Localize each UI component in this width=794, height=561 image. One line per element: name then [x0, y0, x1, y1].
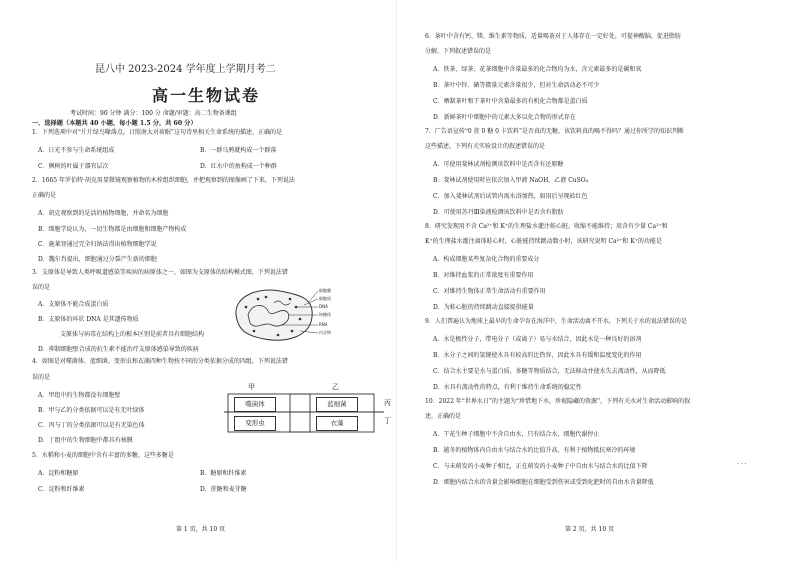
question-3-option-b: B．支原体的环状 DNA 是其遗传物质 — [38, 316, 139, 323]
question-2-option-d: D．魏尔肖提出，细胞通过分裂产生新的细胞 — [38, 256, 157, 263]
group-jia-label: 甲 — [248, 383, 255, 391]
question-9-option-c: C．结合水主要是水与蛋白质、多糖等物质结合，无法移动并使水失去流动性，从而降低 — [433, 368, 666, 375]
question-3-option-a: A．支原体不能合成蛋白质 — [38, 301, 109, 308]
page-2 — [397, 0, 794, 561]
page-number: 第 1 页，共 10 页 — [176, 526, 226, 533]
label-cytoplasm: 细胞质 — [319, 296, 331, 301]
question-6-option-b: B．茶叶中锌、硒等微量元素含量很少，但对生命活动必不可少 — [433, 82, 600, 89]
group-ding-label: 丁 — [384, 417, 391, 425]
question-2-option-b: B．细胞学说认为，一切生物都是由细胞和细胞产物构成 — [38, 226, 187, 233]
question-1-option-a: A．日光不参与生命系统组成 — [38, 147, 115, 154]
exam-school-title: 昆八中 2023-2024 学年度上学期月考二 — [95, 64, 276, 75]
question-7-option-b: B．斐林试剂使用时应依次加入甲液 NaOH、乙液 CuSO₄ — [433, 177, 589, 184]
question-2-line-2: 正确的是 — [32, 192, 57, 199]
question-9-option-b: B．水分子之间的氢键使水具有较高的比热容，因此水具有缓和温度变化的作用 — [433, 352, 642, 359]
label-cell-membrane: 细胞膜 — [319, 288, 331, 293]
question-2-option-a: A．胡克观察到的是活的植物细胞，并命名为细胞 — [38, 210, 169, 217]
question-1: 1．下列选项中对“片片绿鸟喙落点，日照南大对荷眠”这句诗里相关生命系统的描述，正确的是 — [32, 129, 282, 136]
question-9-option-a: A．水是极性分子，带电分子（或离子）易与水结合，因此水是一种良好的溶剂 — [433, 336, 642, 343]
question-3-line-1: 3．支原体是导致人类呼吸道感染等疾病的病原体之一，如图为支原体的结构模式图，下列说法错 — [32, 269, 288, 276]
label-dna: DNA — [319, 304, 328, 309]
label-rna: RNA — [319, 322, 328, 327]
question-8-option-c: C．对维持生物体正常生命活动有重要作用 — [433, 288, 546, 295]
question-6-option-a: A．铁茶、绿茶、花茶细胞中含量最多的化合物均为水，含元素最多的是碳和氧 — [433, 66, 642, 73]
question-4-option-a: A．甲组中的生物都没有细胞壁 — [38, 392, 121, 399]
question-10-option-a: A．干花生种子细胞中不含自由水，只有结合水，细胞代谢停止 — [433, 431, 600, 438]
organism-amoeba: 变形虫 — [234, 416, 276, 431]
question-8-option-d: D．为蛙心脏的持续跳动直接提供能量 — [433, 304, 534, 311]
group-yi-label: 乙 — [332, 383, 339, 391]
question-3-option-d: D．抑制细胞壁合成的抗生素不能治疗支原体感染导致的疾病 — [38, 346, 199, 353]
question-10-option-c: C．与未萌发的小麦种子相比，正在萌发的小麦种子中自由水与结合水的比值下降 — [433, 463, 648, 470]
question-6-line-1: 6．茶叶中含有钙、镁、维生素等物质，适量喝茶对于人体存在一定好处，可提神醒脑，促进脂肪 — [425, 33, 681, 40]
question-8-line-2: K⁺的生理盐水灌注离体蛙心时，心脏能持续跳动数小时，该研究说明 Ca²⁺和 K⁺的功能是 — [425, 238, 662, 245]
exam-meta: 考试时间：90 分钟 满分：100 分 命题/审题：高二生物备课组 — [70, 110, 237, 117]
question-4-line-1: 4．如图是对噬菌体、蓝细菌、变形虫和衣藻四种生物按不同的分类依据分成的四组，下列说法错 — [32, 358, 288, 365]
question-7-option-c: C．加入斐林试剂后试管内需水浴加热，如用后呈现砖红色 — [433, 193, 588, 200]
group-bing-label: 丙 — [384, 399, 391, 407]
question-7-option-d: D．可使用苏丹Ⅲ染液检测该饮料中是否含有脂肪 — [433, 209, 564, 216]
question-1-option-c: C．枫树的叶属于器官层次 — [38, 163, 109, 170]
question-3-line-2: 误的是 — [32, 284, 51, 291]
stray-marks: · · · — [737, 461, 747, 468]
question-10-line-1: 10．2022 年“世界水日”的主题为“珍惜地下水，珍视隐藏的资源”，下列有关水对生命活动影响的叙 — [425, 398, 691, 405]
question-9: 9．人们普遍认为地球上最早的生命孕育在海洋中，生命活动离不开水，下列关于水的说法错误的是 — [425, 318, 687, 325]
question-4-option-c: C．丙与丁的分类依据可以是有无染色体 — [38, 422, 145, 429]
question-6-line-2: 分解，下列叙述错误的是 — [425, 48, 492, 55]
question-2-option-c: C．施莱登通过完全归纳法得出植物细胞学说 — [38, 241, 157, 248]
question-7-option-a: A．可使用斐林试剂检测该饮料中是否含有还原糖 — [433, 161, 564, 168]
question-4-line-2: 误的是 — [32, 374, 51, 381]
question-6-option-d: D．新鲜茶叶中细胞中的元素大多以化合物的形式存在 — [433, 114, 576, 121]
question-7-line-1: 7．广告语宣传“0 蔗 0 糖 0 卡饮料”是否真的无糖，该饮料真的喝不得吗？通过你所学的知识判断 — [425, 128, 684, 135]
organism-cyanobacteria: 蓝细菌 — [316, 397, 358, 412]
question-6-option-c: C．晒制茶叶和干茶叶中含量最多的有机化合物都是蛋白质 — [433, 98, 588, 105]
label-ribosome: 核糖体 — [319, 312, 331, 317]
question-10-line-2: 述，正确的是 — [425, 413, 462, 420]
question-8-line-1: 8．研究发现用不含 Ca²⁺和 K⁺的生理盐水灌注蛙心脏，收缩不能维持；用含有少量 Ca²⁺和 — [425, 223, 668, 230]
question-3-option-c: 支原体与病毒在结构上的根本区别是前者具有细胞结构 — [60, 331, 205, 338]
exam-heading: 高一生物试卷 — [152, 86, 261, 105]
question-8-option-b: B．对维持血浆的正常浓度有重要作用 — [433, 272, 534, 279]
question-10-option-b: B．越冬的植物体内自由水与结合水的比值升高，有利于植物抵抗寒冷的环境 — [433, 447, 636, 454]
question-9-option-d: D．水具有流动性的特点，有利于维持生命系统的稳定性 — [433, 384, 582, 391]
question-1-option-b: B．一群乌鸦就构成一个群落 — [200, 147, 277, 154]
mycoplasma-diagram — [230, 285, 340, 345]
organism-phage: 噬菌体 — [234, 397, 276, 412]
question-5-option-b: B．糖原和纤维素 — [200, 470, 247, 477]
classification-diagram — [224, 380, 394, 436]
question-7-line-2: 这些描述，下列有关实验设计的叙述错误的是 — [425, 143, 546, 150]
question-5: 5．水稻和小麦的细胞中含有丰富的多糖，这些多糖是 — [32, 452, 174, 459]
question-4-option-d: D．丁组中的生物细胞中都具有核膜 — [38, 437, 133, 444]
question-5-option-d: D．蔗糖和麦芽糖 — [200, 486, 247, 493]
question-8-option-a: A．构成细胞某些复杂化合物的重要成分 — [433, 256, 540, 263]
question-2-line-1: 2．1665 年罗伯特·胡克用显微镜观察植物的木栓组织细胞，并把观察到的图像画了下来，下列说法 — [32, 177, 295, 184]
question-4-option-b: B．甲与乙的分类依据可以是有无叶绿体 — [38, 407, 145, 414]
section-title: 一、选择题（本题共 40 小题，每小题 1.5 分，共 60 分） — [32, 120, 197, 127]
question-5-option-c: C．淀粉和纤维素 — [38, 486, 85, 493]
question-5-option-a: A．淀粉和糖原 — [38, 470, 79, 477]
question-10-option-d: D．细胞内结合水的含量会影响细胞在细胞受到伤害或受到化肥时的自由水含量降低 — [433, 479, 654, 486]
organism-chlamydomonas: 衣藻 — [316, 416, 358, 431]
page-number: 第 2 页，共 10 页 — [565, 526, 615, 533]
question-1-option-d: D．红水中的鱼构成一个种群 — [200, 163, 277, 170]
label-inclusion: 内含物 — [319, 330, 331, 335]
